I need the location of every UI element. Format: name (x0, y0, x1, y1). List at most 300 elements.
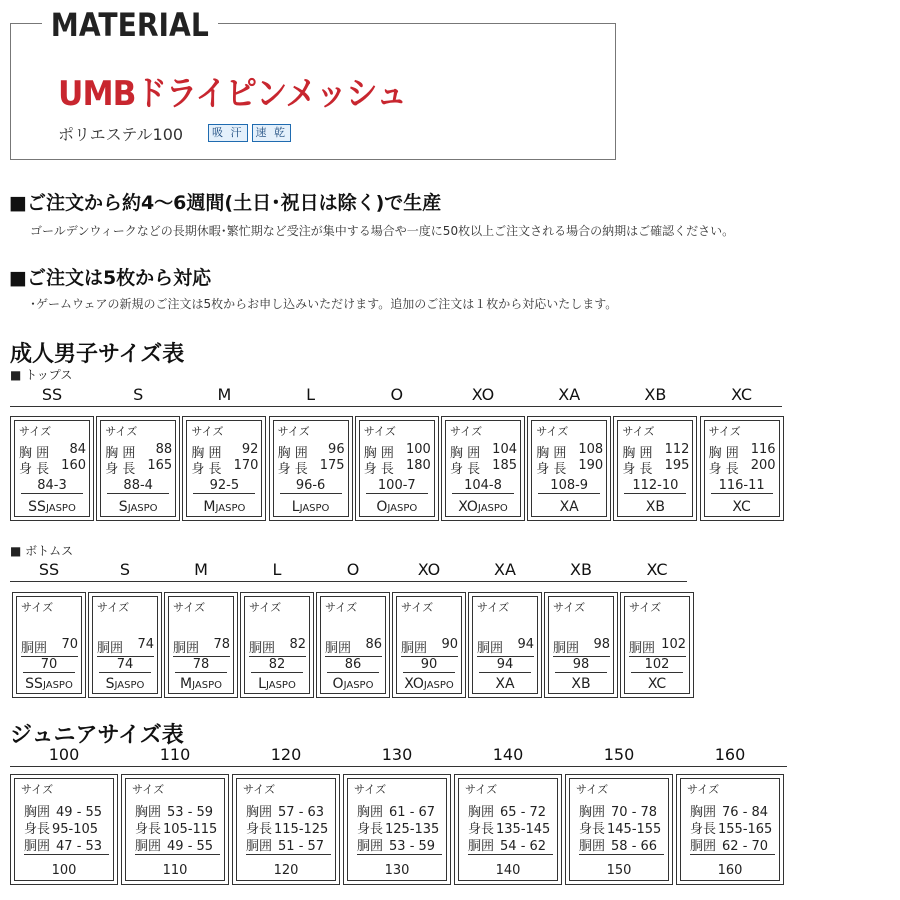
bottoms-size-card (164, 592, 238, 698)
jaspo-size (245, 676, 309, 692)
jaspo-tag: JASPO (477, 503, 508, 514)
height-row (364, 458, 431, 477)
height-row (709, 458, 776, 477)
junior-header-line (10, 766, 787, 767)
card-inner (186, 420, 262, 517)
waist-key: 胴囲 (24, 839, 51, 854)
junior-size-header: 140 (492, 745, 524, 764)
height-key: 身 長 (191, 462, 222, 477)
size-code: 88-4 (107, 478, 169, 494)
tops-label: ■ トップス (10, 368, 73, 382)
card-inner (14, 420, 90, 517)
chest-key: 胸 囲 (363, 446, 394, 461)
size-code: 90 (403, 657, 455, 673)
card-inner (244, 596, 310, 694)
card-inner (16, 596, 82, 694)
bottoms-size-card (392, 592, 466, 698)
waist-key: 胴囲 (477, 641, 504, 656)
chest-key: 胸囲 (135, 805, 162, 820)
card-label: サイズ (19, 425, 52, 438)
waist-key: 胴囲 (173, 641, 200, 656)
size-code: 150 (606, 863, 632, 878)
card-inner (14, 778, 114, 881)
jaspo-size (705, 499, 779, 515)
jaspo-size-value: XO (458, 499, 478, 515)
waist-value: 78 (213, 637, 230, 652)
bottoms-size-header: XC (646, 560, 668, 579)
tops-size-card (269, 416, 353, 521)
waist-value: 70 (61, 637, 78, 652)
height-value: 200 (750, 458, 776, 473)
tops-size-header: SS (41, 385, 63, 404)
height-value: 145-155 (607, 822, 662, 837)
card-label: サイズ (21, 783, 54, 796)
junior-size-header: 160 (714, 745, 746, 764)
jaspo-size (473, 676, 537, 692)
card-label: サイズ (477, 601, 510, 614)
jaspo-tag: JASPO (423, 680, 454, 691)
waist-row (97, 637, 154, 657)
size-code: 82 (251, 657, 303, 673)
bottoms-size-header: S (119, 560, 131, 579)
chest-value: 53 - 59 (167, 805, 214, 820)
bottoms-size-card (240, 592, 314, 698)
jaspo-size (532, 499, 606, 515)
chest-value: 57 - 63 (278, 805, 325, 820)
junior-size-card (454, 774, 562, 885)
height-value: 115-125 (274, 822, 329, 837)
height-value: 175 (319, 458, 345, 473)
card-label: サイズ (629, 601, 662, 614)
waist-value: 102 (661, 637, 686, 652)
card-label: サイズ (354, 783, 387, 796)
size-code: 108-9 (538, 478, 600, 494)
card-label: サイズ (325, 601, 358, 614)
height-row (19, 458, 86, 477)
waist-key: 胴囲 (690, 839, 717, 854)
jaspo-tag: JASPO (215, 503, 246, 514)
size-code: 100-7 (366, 478, 428, 494)
bottoms-size-card (468, 592, 542, 698)
height-key: 身 長 (277, 462, 308, 477)
card-label: サイズ (191, 425, 224, 438)
bottoms-label: ■ ボトムス (10, 544, 74, 558)
jaspo-size-value: XO (404, 676, 424, 692)
waist-row (401, 637, 458, 657)
waist-row (579, 835, 664, 855)
chest-key: 胸囲 (468, 805, 495, 820)
jaspo-size (360, 499, 434, 515)
card-label: サイズ (465, 783, 498, 796)
chest-value: 104 (492, 442, 517, 457)
jaspo-size (625, 676, 689, 692)
waist-key: 胴囲 (246, 839, 273, 854)
height-key: 身 長 (363, 462, 394, 477)
bottoms-size-header: L (272, 560, 282, 579)
chest-value: 76 - 84 (722, 805, 769, 820)
chest-key: 胸 囲 (19, 446, 50, 461)
size-code: 70 (23, 657, 75, 673)
bottoms-size-header: XA (494, 560, 516, 579)
waist-row (468, 835, 553, 855)
junior-size-header: 100 (48, 745, 80, 764)
chest-value: 84 (69, 442, 86, 457)
card-inner (704, 420, 780, 517)
tops-size-card (441, 416, 525, 521)
waist-value: 74 (137, 637, 154, 652)
chest-key: 胸 囲 (622, 446, 653, 461)
waist-key: 胴囲 (249, 641, 276, 656)
chest-value: 92 (241, 442, 259, 457)
height-key: 身長 (690, 822, 717, 837)
card-inner (445, 420, 521, 517)
chest-key: 胸 囲 (536, 446, 567, 461)
card-inner (680, 778, 780, 881)
size-code: 112-10 (624, 478, 686, 494)
card-label: サイズ (450, 425, 483, 438)
chest-value: 61 - 67 (389, 805, 436, 820)
chest-value: 112 (664, 442, 690, 457)
notice-title-minimum: ■ご注文は5枚から対応 (9, 267, 212, 289)
waist-row (553, 637, 610, 657)
size-code: 102 (631, 657, 683, 673)
height-row (536, 458, 603, 477)
card-inner (531, 420, 607, 517)
jaspo-size (446, 499, 520, 515)
size-code: 110 (162, 863, 188, 878)
height-row (450, 458, 517, 477)
junior-size-card (10, 774, 118, 885)
card-label: サイズ (576, 783, 609, 796)
waist-key: 胴囲 (629, 641, 656, 656)
bottoms-size-header: XO (417, 560, 441, 579)
chest-key: 胸 囲 (708, 446, 739, 461)
card-label: サイズ (363, 425, 396, 438)
card-label: サイズ (687, 783, 720, 796)
height-key: 身長 (468, 822, 495, 837)
tops-size-header: XB (644, 385, 667, 404)
card-inner (569, 778, 669, 881)
height-key: 身長 (246, 822, 273, 837)
notice-text-production: ゴールデンウィークなどの長期休暇･繁忙期など受注が集中する場合や一度に50枚以上ご注文される場合の納期はご確認ください。 (30, 224, 735, 238)
jaspo-size-value: S (118, 499, 128, 515)
height-key: 身 長 (536, 462, 567, 477)
jaspo-size-value: S (105, 676, 115, 692)
waist-key: 胴囲 (468, 839, 495, 854)
jaspo-tag: JASPO (192, 680, 222, 691)
waist-key: 胴囲 (401, 641, 428, 656)
card-inner (92, 596, 158, 694)
chest-key: 胸 囲 (191, 446, 222, 461)
waist-key: 胴囲 (325, 641, 352, 656)
jaspo-size (321, 676, 385, 692)
card-label: サイズ (553, 601, 586, 614)
height-row (278, 458, 345, 477)
tops-size-header: XO (471, 385, 495, 404)
height-key: 身長 (24, 822, 51, 837)
badge-sweat-absorb: 吸 汗 (208, 124, 248, 142)
size-code: 92-5 (193, 478, 255, 494)
jaspo-size (618, 499, 692, 515)
tops-size-card (10, 416, 94, 521)
card-label: サイズ (173, 601, 206, 614)
chest-key: 胸 囲 (277, 446, 308, 461)
tops-size-header: XC (731, 385, 753, 404)
jaspo-size-value: M (180, 676, 193, 692)
jaspo-tag: JASPO (42, 680, 73, 691)
card-inner (617, 420, 693, 517)
tops-size-card (182, 416, 266, 521)
size-code: 160 (717, 863, 743, 878)
size-code: 96-6 (280, 478, 342, 494)
junior-size-card (343, 774, 451, 885)
size-code: 84-3 (21, 478, 83, 494)
waist-row (24, 835, 109, 855)
card-inner (347, 778, 447, 881)
height-key: 身 長 (622, 462, 653, 477)
waist-value: 47 - 53 (56, 839, 103, 854)
waist-row (21, 637, 78, 657)
jaspo-size-value: SS (28, 499, 46, 515)
waist-row (629, 637, 686, 657)
tops-size-card (700, 416, 784, 521)
jaspo-size (274, 499, 348, 515)
card-label: サイズ (622, 425, 655, 438)
jaspo-size-value: XC (647, 676, 667, 692)
bottoms-size-header: O (346, 560, 360, 579)
waist-row (173, 637, 230, 657)
tops-size-header: L (306, 385, 316, 404)
waist-key: 胴囲 (553, 641, 580, 656)
waist-key: 胴囲 (21, 641, 48, 656)
waist-value: 49 - 55 (167, 839, 214, 854)
tops-size-card (355, 416, 439, 521)
waist-row (325, 637, 382, 657)
waist-value: 82 (289, 637, 306, 652)
jaspo-size-value: O (332, 676, 344, 692)
chest-key: 胸囲 (579, 805, 606, 820)
material-composition: ポリエステル100 (58, 125, 184, 144)
card-inner (548, 596, 614, 694)
height-key: 身長 (357, 822, 384, 837)
height-value: 185 (492, 458, 517, 473)
card-inner (320, 596, 386, 694)
jaspo-tag: JASPO (114, 680, 145, 691)
jaspo-size-value: XB (571, 676, 591, 692)
chest-value: 108 (578, 442, 604, 457)
tops-size-card (96, 416, 180, 521)
waist-value: 94 (517, 637, 534, 652)
waist-key: 胴囲 (579, 839, 606, 854)
size-code: 74 (99, 657, 151, 673)
junior-size-header: 110 (159, 745, 191, 764)
junior-size-header: 150 (603, 745, 635, 764)
waist-value: 86 (365, 637, 382, 652)
jaspo-size (17, 676, 81, 692)
chest-value: 65 - 72 (500, 805, 547, 820)
bottoms-size-card (544, 592, 618, 698)
size-code: 100 (51, 863, 77, 878)
height-key: 身 長 (450, 462, 481, 477)
waist-row (690, 835, 775, 855)
jaspo-size-value: XC (732, 499, 751, 515)
bottoms-size-card (620, 592, 694, 698)
card-inner (168, 596, 234, 694)
card-inner (359, 420, 435, 517)
chest-value: 96 (328, 442, 345, 457)
waist-row (357, 835, 442, 855)
card-label: サイズ (243, 783, 276, 796)
height-value: 195 (664, 458, 690, 473)
jaspo-tag: JASPO (343, 680, 374, 691)
height-row (191, 458, 258, 477)
chest-value: 88 (155, 442, 173, 457)
jaspo-size-value: SS (25, 676, 43, 692)
chest-key: 胸 囲 (450, 446, 481, 461)
waist-value: 62 - 70 (722, 839, 769, 854)
size-code: 116-11 (711, 478, 773, 494)
notice-title-production: ■ご注文から約4～6週間(土日･祝日は除く)で生産 (9, 192, 442, 214)
jaspo-size (101, 499, 175, 515)
card-label: サイズ (401, 601, 434, 614)
junior-size-card (565, 774, 673, 885)
chest-key: 胸囲 (24, 805, 51, 820)
bottoms-header-line (10, 581, 687, 582)
material-heading: MATERIAL (42, 6, 218, 44)
jaspo-size-value: XA (495, 676, 515, 692)
jaspo-tag: JASPO (387, 503, 418, 514)
jaspo-size (15, 499, 89, 515)
size-code: 86 (327, 657, 379, 673)
junior-size-header: 120 (270, 745, 302, 764)
badge-quick-dry: 速 乾 (252, 124, 292, 142)
jaspo-tag: JASPO (265, 680, 296, 691)
bottoms-size-card (88, 592, 162, 698)
jaspo-tag: JASPO (299, 503, 330, 514)
jaspo-size (93, 676, 157, 692)
tops-size-header: M (217, 385, 232, 404)
tops-size-card (613, 416, 697, 521)
waist-row (135, 835, 220, 855)
card-label: サイズ (536, 425, 569, 438)
bottoms-size-header: SS (38, 560, 60, 579)
jaspo-tag: JASPO (45, 503, 76, 514)
card-label: サイズ (277, 425, 310, 438)
size-code: 78 (175, 657, 227, 673)
jaspo-tag: JASPO (127, 503, 158, 514)
size-code: 140 (495, 863, 521, 878)
card-inner (624, 596, 690, 694)
tops-header-line (10, 406, 782, 407)
height-value: 135-145 (496, 822, 551, 837)
card-inner (100, 420, 176, 517)
size-code: 104-8 (452, 478, 514, 494)
size-code: 130 (384, 863, 410, 878)
card-inner (396, 596, 462, 694)
bottoms-size-card (316, 592, 390, 698)
chest-key: 胸囲 (357, 805, 384, 820)
card-label: サイズ (132, 783, 165, 796)
junior-size-card (121, 774, 229, 885)
height-key: 身長 (135, 822, 162, 837)
card-inner (472, 596, 538, 694)
height-value: 125-135 (385, 822, 440, 837)
height-value: 180 (405, 458, 431, 473)
height-key: 身長 (579, 822, 606, 837)
waist-row (249, 637, 306, 657)
height-value: 95-105 (52, 822, 99, 837)
card-label: サイズ (105, 425, 138, 438)
size-code: 98 (555, 657, 607, 673)
jaspo-size (397, 676, 461, 692)
waist-key: 胴囲 (97, 641, 124, 656)
junior-size-card (232, 774, 340, 885)
chest-value: 70 - 78 (611, 805, 658, 820)
tops-size-header: XA (558, 385, 581, 404)
adult-size-title: 成人男子サイズ表 (10, 342, 185, 367)
size-code: 120 (273, 863, 299, 878)
height-value: 155-165 (718, 822, 773, 837)
jaspo-size-value: M (203, 499, 216, 515)
jaspo-size (549, 676, 613, 692)
chest-key: 胸囲 (690, 805, 717, 820)
card-inner (125, 778, 225, 881)
jaspo-size-value: L (291, 499, 300, 515)
height-value: 165 (147, 458, 173, 473)
jaspo-size-value: XA (559, 499, 579, 515)
waist-key: 胴囲 (135, 839, 162, 854)
height-key: 身 長 (708, 462, 739, 477)
height-row (105, 458, 172, 477)
card-label: サイズ (97, 601, 130, 614)
jaspo-size-value: L (258, 676, 266, 692)
tops-size-header: O (390, 385, 404, 404)
height-value: 160 (61, 458, 86, 473)
size-code: 94 (479, 657, 531, 673)
bottoms-size-header: XB (570, 560, 592, 579)
junior-size-card (676, 774, 784, 885)
junior-size-header: 130 (381, 745, 413, 764)
material-badges (208, 124, 291, 142)
waist-value: 98 (593, 637, 610, 652)
jaspo-size (169, 676, 233, 692)
notice-text-minimum: ･ゲームウェアの新規のご注文は5枚からお申し込みいただけます。追加のご注文は１枚から対応いたします。 (30, 297, 618, 311)
chest-value: 49 - 55 (56, 805, 103, 820)
height-key: 身 長 (19, 462, 50, 477)
chest-key: 胸囲 (246, 805, 273, 820)
height-row (622, 458, 689, 477)
height-value: 170 (233, 458, 259, 473)
tops-size-header: S (133, 385, 144, 404)
waist-value: 58 - 66 (611, 839, 658, 854)
junior-size-title: ジュニアサイズ表 (10, 723, 184, 748)
card-label: サイズ (708, 425, 741, 438)
jaspo-size-value: XB (645, 499, 665, 515)
bottoms-size-card (12, 592, 86, 698)
card-inner (273, 420, 349, 517)
chest-key: 胸 囲 (105, 446, 136, 461)
height-key: 身 長 (105, 462, 136, 477)
waist-value: 53 - 59 (389, 839, 436, 854)
chest-value: 116 (750, 442, 776, 457)
waist-row (246, 835, 331, 855)
bottoms-size-header: M (194, 560, 208, 579)
waist-key: 胴囲 (357, 839, 384, 854)
card-label: サイズ (21, 601, 54, 614)
jaspo-size (187, 499, 261, 515)
waist-value: 51 - 57 (278, 839, 325, 854)
jaspo-size-value: O (376, 499, 388, 515)
